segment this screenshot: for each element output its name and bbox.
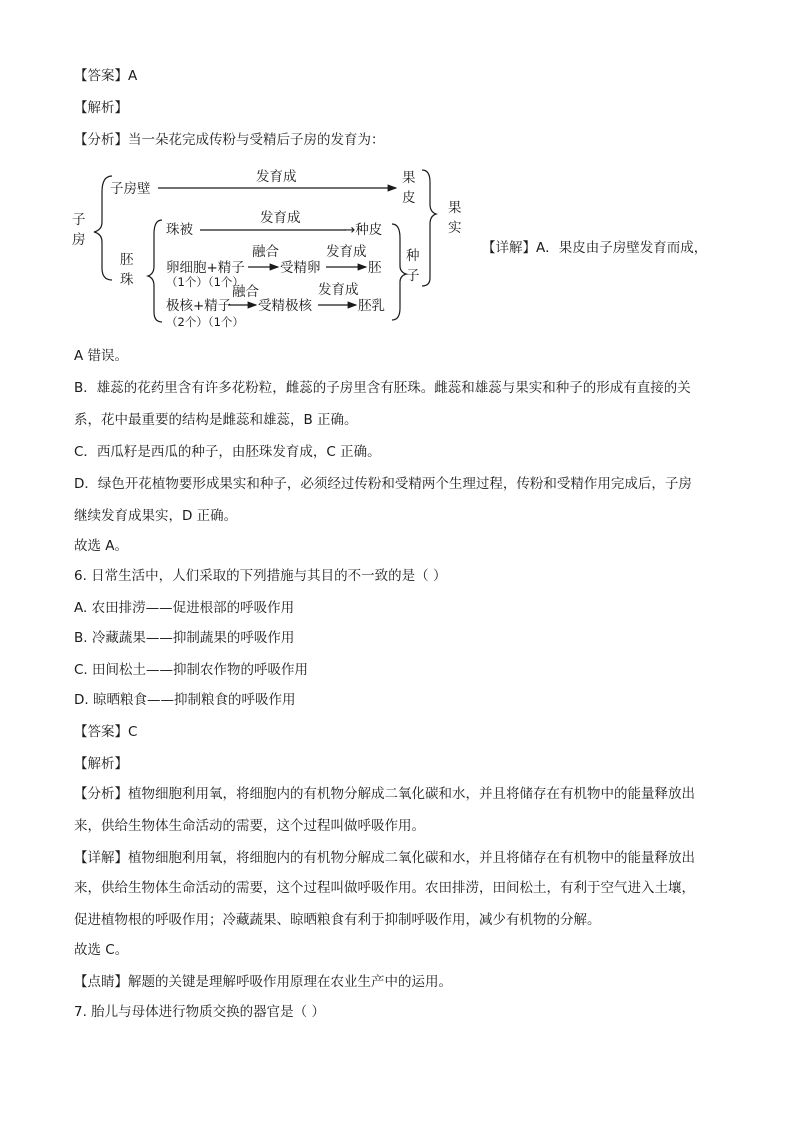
ovary-label: 子 — [72, 212, 86, 228]
fruit-label: 实 — [448, 220, 462, 236]
analysis-line: 【分析】植物细胞利用氧，将细胞内的有机物分解成二氧化碳和水，并且将储存在有机物中的能量释放出 — [74, 786, 695, 802]
polar-sperm-label: 极核+精子 — [166, 298, 232, 314]
option-d-explain: 继续发育成果实，D 正确。 — [74, 508, 238, 524]
option-d-explain: D．绿色开花植物要形成果实和种子，必须经过传粉和受精两个生理过程，传粉和受精作用完成后，子房 — [74, 476, 692, 492]
zygote-label: 受精卵 — [280, 260, 321, 276]
develop-label: 发育成 — [260, 210, 301, 226]
develop-label: 发育成 — [318, 282, 359, 298]
embryo-label: 胚 — [368, 260, 382, 276]
question-6-option-c: C. 田间松土——抑制农作物的呼吸作用 — [74, 662, 309, 678]
analysis-intro: 【分析】当一朵花完成传粉与受精后子房的发育为： — [74, 132, 385, 148]
fruit-label: 果 — [448, 200, 462, 216]
detail-a-cont: A 错误。 — [74, 348, 129, 364]
count-label: （1个）（1个） — [166, 275, 244, 289]
fruit-brace — [422, 170, 436, 286]
question-6-option-d: D. 晾晒粮食——抑制粮食的呼吸作用 — [74, 692, 296, 708]
pericarp-label: 皮 — [402, 190, 416, 206]
detail-a-line: 【详解】A．果皮由子房壁发育而成， — [482, 240, 708, 256]
ovary-development-diagram — [70, 162, 480, 342]
detail-line: 来，供给生物体生命活动的需要，这个过程叫做呼吸作用。农田排涝，田间松土，有利于空气进入土壤， — [74, 880, 695, 896]
pericarp-label: 果 — [402, 170, 416, 186]
option-b-explain: 系，花中最重要的结构是雌蕊和雄蕊，B 正确。 — [74, 412, 358, 428]
egg-sperm-label: 卵细胞+精子 — [166, 260, 245, 276]
seed-coat-label: →种皮 — [344, 222, 383, 238]
ovary-label: 房 — [72, 232, 86, 248]
develop-label: 发育成 — [256, 169, 297, 185]
key-point-line: 【点睛】解题的关键是理解呼吸作用原理在农业生产中的运用。 — [74, 974, 452, 990]
seed-label: 种 — [406, 248, 420, 264]
count-label: （2个）（1个） — [166, 315, 244, 329]
fertilized-polar-label: 受精极核 — [258, 298, 312, 314]
detail-line: 【详解】植物细胞利用氧，将细胞内的有机物分解成二氧化碳和水，并且将储存在有机物中的能量释放出 — [74, 850, 695, 866]
seed-label: 子 — [406, 268, 420, 284]
endosperm-label: 胚乳 — [358, 298, 385, 314]
analysis-heading: 【解析】 — [74, 756, 128, 772]
question-6-option-a: A. 农田排涝——促进根部的呼吸作用 — [74, 600, 295, 616]
develop-label: 发育成 — [326, 244, 367, 260]
option-c-explain: C．西瓜籽是西瓜的种子，由胚珠发育成，C 正确。 — [74, 444, 381, 460]
ovule-label: 胚 — [120, 252, 134, 268]
fusion-label: 融合 — [232, 284, 259, 300]
ovule-label: 珠 — [120, 272, 134, 288]
choice-line: 故选 C。 — [74, 942, 129, 958]
ovule-brace — [148, 220, 162, 322]
detail-line: 促进植物根的呼吸作用；冷藏蔬果、晾晒粮食有利于抑制呼吸作用，减少有机物的分解。 — [74, 912, 601, 928]
answer-line: 【答案】A — [74, 68, 138, 84]
seed-brace — [392, 224, 406, 320]
choice-line: 故选 A。 — [74, 538, 129, 554]
answer-line: 【答案】C — [74, 724, 138, 740]
question-6-stem: 6. 日常生活中，人们采取的下列措施与其目的不一致的是（ ） — [74, 568, 447, 584]
fusion-label: 融合 — [252, 244, 279, 260]
question-7-stem: 7. 胎儿与母体进行物质交换的器官是（ ） — [74, 1004, 325, 1020]
analysis-line: 来，供给生物体生命活动的需要，这个过程叫做呼吸作用。 — [74, 818, 425, 834]
option-b-explain: B．雄蕊的花药里含有许多花粉粒，雌蕊的子房里含有胚珠。雌蕊和雄蕊与果实和种子的形成有直接的关 — [74, 380, 691, 396]
question-6-option-b: B. 冷藏蔬果——抑制蔬果的呼吸作用 — [74, 630, 295, 646]
integument-label: 珠被 — [166, 222, 193, 238]
ovary-wall-label: 子房壁 — [110, 181, 151, 197]
analysis-heading: 【解析】 — [74, 100, 128, 116]
